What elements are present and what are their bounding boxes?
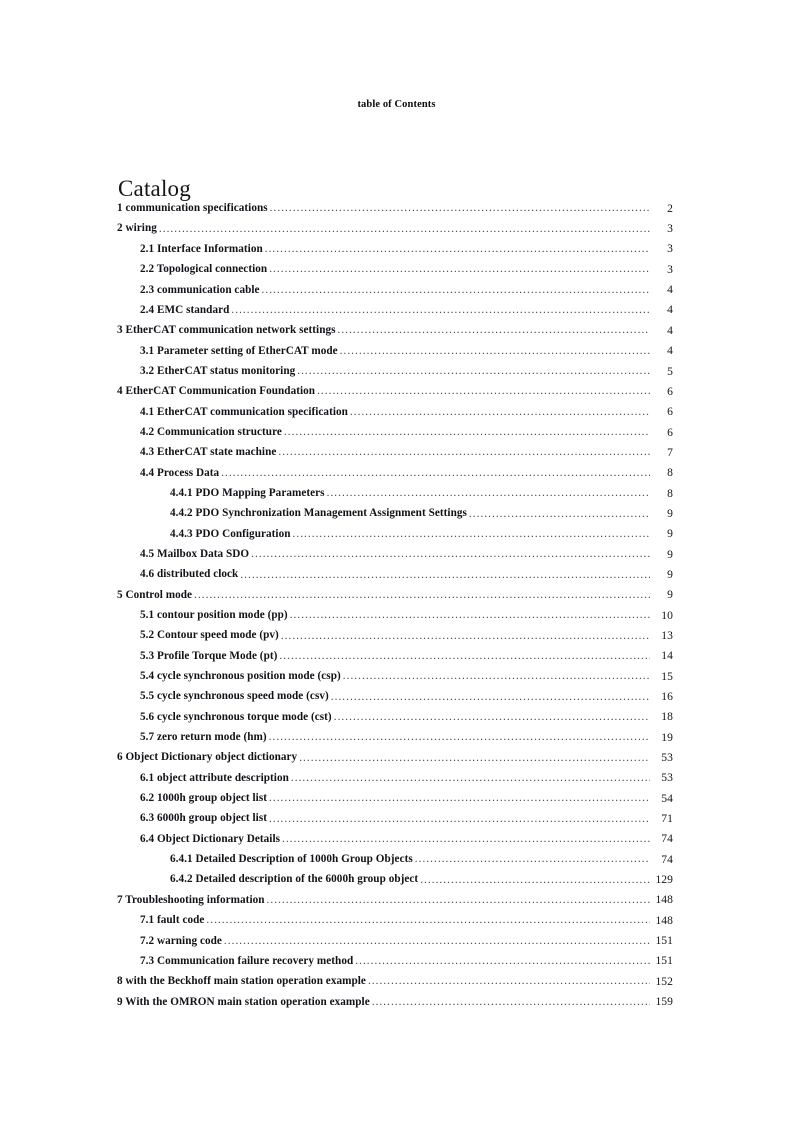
- toc-entry-label: 7.3 Communication failure recovery method: [140, 954, 354, 967]
- toc-page-number: 159: [655, 995, 673, 1009]
- toc-entry-label: 6.1 object attribute description: [140, 771, 289, 784]
- toc-entry-label: 5 Control mode: [117, 588, 193, 601]
- toc-page-number: 71: [661, 812, 673, 826]
- toc-dot-leader: [343, 665, 650, 685]
- toc-page-number: 54: [661, 791, 673, 805]
- toc-dot-leader: [372, 990, 650, 1010]
- toc-entry[interactable]: [117, 584, 673, 604]
- toc-entry[interactable]: [140, 950, 673, 970]
- toc-entry[interactable]: [170, 482, 673, 502]
- toc-page-number: 3: [667, 242, 673, 256]
- toc-entry-label: 5.4 cycle synchronous position mode (csp): [140, 670, 341, 683]
- toc-entry-label: 5.1 contour position mode (pp): [140, 609, 288, 622]
- toc-entry-label: 4.5 Mailbox Data SDO: [140, 547, 250, 560]
- toc-entry-label: 5.5 cycle synchronous speed mode (csv): [140, 690, 329, 703]
- toc-entry[interactable]: [140, 706, 673, 726]
- toc-page-number: 7: [667, 445, 673, 459]
- toc-entry-label: 4.4 Process Data: [140, 466, 220, 479]
- toc-entry[interactable]: [140, 543, 673, 563]
- toc-dot-leader: [284, 421, 650, 441]
- toc-entry[interactable]: [140, 360, 673, 380]
- toc-entry[interactable]: [170, 502, 673, 522]
- toc-entry[interactable]: [170, 868, 673, 888]
- toc-entry[interactable]: [140, 929, 673, 949]
- toc-dot-leader: [281, 624, 650, 644]
- page-title: Catalog: [118, 176, 191, 202]
- toc-page-number: 15: [661, 669, 673, 683]
- toc-entry-label: 7.1 fault code: [140, 914, 205, 927]
- toc-dot-leader: [224, 929, 650, 949]
- toc-dot-leader: [331, 685, 650, 705]
- toc-dot-leader: [221, 461, 650, 481]
- toc-page-number: 5: [667, 364, 673, 378]
- toc-entry[interactable]: [140, 665, 673, 685]
- toc-entry[interactable]: [140, 685, 673, 705]
- toc-entry[interactable]: [140, 339, 673, 359]
- toc-page-number: 148: [655, 913, 673, 927]
- toc-dot-leader: [206, 909, 650, 929]
- toc-page-number: 3: [667, 222, 673, 236]
- toc-dot-leader: [240, 563, 650, 583]
- toc-entry[interactable]: [140, 441, 673, 461]
- toc-page-number: 9: [667, 527, 673, 541]
- toc-dot-leader: [290, 604, 650, 624]
- toc-page-number: 4: [667, 303, 673, 317]
- toc-entry[interactable]: [117, 217, 673, 237]
- toc-entry-label: 4.3 EtherCAT state machine: [140, 446, 277, 459]
- toc-page-number: 148: [655, 893, 673, 907]
- toc-entry[interactable]: [140, 421, 673, 441]
- toc-entry[interactable]: [140, 645, 673, 665]
- toc-entry[interactable]: [140, 828, 673, 848]
- toc-entry[interactable]: [140, 299, 673, 319]
- toc-page-number: 9: [667, 547, 673, 561]
- toc-page-number: 4: [667, 323, 673, 337]
- toc-dot-leader: [270, 197, 650, 217]
- toc-entry[interactable]: [170, 848, 673, 868]
- toc-page-number: 6: [667, 384, 673, 398]
- toc-entry[interactable]: [140, 278, 673, 298]
- toc-entry-label: 4.6 distributed clock: [140, 568, 239, 581]
- toc-dot-leader: [291, 767, 650, 787]
- toc-entry-label: 6.4.2 Detailed description of the 6000h group object: [170, 873, 419, 886]
- toc-page-number: 8: [667, 486, 673, 500]
- toc-entry-label: 2.1 Interface Information: [140, 242, 263, 255]
- toc-dot-leader: [469, 502, 650, 522]
- toc-entry-label: 6.3 6000h group object list: [140, 812, 268, 825]
- toc-entry-label: 8 with the Beckhoff main station operation example: [117, 975, 366, 988]
- toc-page-number: 74: [661, 852, 673, 866]
- toc-entry-label: 6 Object Dictionary object dictionary: [117, 751, 298, 764]
- toc-entry[interactable]: [117, 197, 673, 217]
- toc-entry[interactable]: [140, 787, 673, 807]
- toc-dot-leader: [279, 645, 650, 665]
- toc-page-number: 19: [661, 730, 673, 744]
- toc-page-number: 151: [655, 934, 673, 948]
- toc-entry[interactable]: [117, 970, 673, 990]
- toc-dot-leader: [269, 726, 650, 746]
- toc-entry-label: 9 With the OMRON main station operation example: [117, 995, 370, 1008]
- toc-dot-leader: [269, 258, 650, 278]
- toc-dot-leader: [340, 339, 650, 359]
- toc-dot-leader: [262, 278, 650, 298]
- toc-entry[interactable]: [117, 319, 673, 339]
- toc-page-number: 53: [661, 751, 673, 765]
- toc-page-number: 53: [661, 771, 673, 785]
- toc-page-number: 13: [661, 628, 673, 642]
- toc-entry[interactable]: [117, 380, 673, 400]
- toc-page-number: 2: [667, 201, 673, 215]
- toc-entry-label: 4.4.2 PDO Synchronization Management Assignment Settings: [170, 507, 467, 520]
- toc-dot-leader: [297, 360, 650, 380]
- toc-page-number: 152: [655, 974, 673, 988]
- toc-entry[interactable]: [140, 238, 673, 258]
- toc-page-number: 9: [667, 567, 673, 581]
- toc-entry-label: 5.3 Profile Torque Mode (pt): [140, 649, 278, 662]
- table-of-contents: [117, 197, 673, 1011]
- toc-dot-leader: [265, 238, 650, 258]
- running-header: table of Contents: [357, 99, 436, 110]
- toc-entry[interactable]: [140, 604, 673, 624]
- toc-entry-label: 3.2 EtherCAT status monitoring: [140, 364, 296, 377]
- toc-dot-leader: [267, 889, 650, 909]
- toc-dot-leader: [338, 319, 650, 339]
- toc-page-number: 9: [667, 588, 673, 602]
- toc-entry-label: 2.2 Topological connection: [140, 263, 268, 276]
- toc-entry-label: 6.4.1 Detailed Description of 1000h Group Objects: [170, 853, 413, 866]
- toc-dot-leader: [293, 523, 651, 543]
- toc-dot-leader: [368, 970, 650, 990]
- toc-entry-label: 7.2 warning code: [140, 934, 222, 947]
- toc-page-number: 10: [661, 608, 673, 622]
- toc-entry-label: 7 Troubleshooting information: [117, 893, 265, 906]
- toc-entry[interactable]: [140, 400, 673, 420]
- toc-dot-leader: [159, 217, 650, 237]
- toc-page-number: 6: [667, 425, 673, 439]
- toc-entry-label: 4.2 Communication structure: [140, 425, 282, 438]
- toc-entry-label: 5.7 zero return mode (hm): [140, 731, 267, 744]
- toc-entry-label: 2.4 EMC standard: [140, 303, 230, 316]
- toc-entry[interactable]: [140, 624, 673, 644]
- toc-dot-leader: [350, 400, 650, 420]
- toc-entry-label: 2 wiring: [117, 222, 157, 235]
- toc-entry-label: 5.2 Contour speed mode (pv): [140, 629, 279, 642]
- toc-entry[interactable]: [140, 909, 673, 929]
- toc-dot-leader: [299, 746, 650, 766]
- toc-page-number: 16: [661, 690, 673, 703]
- toc-page-number: 4: [667, 283, 673, 297]
- toc-entry[interactable]: [140, 461, 673, 481]
- toc-entry-label: 4.4.3 PDO Configuration: [170, 527, 291, 540]
- toc-entry-label: 5.6 cycle synchronous torque mode (cst): [140, 710, 332, 723]
- toc-entry[interactable]: [140, 726, 673, 746]
- toc-entry-label: 6.2 1000h group object list: [140, 792, 268, 805]
- toc-dot-leader: [282, 828, 650, 848]
- toc-entry[interactable]: [140, 258, 673, 278]
- toc-dot-leader: [420, 868, 650, 888]
- toc-entry-label: 6.4 Object Dictionary Details: [140, 832, 281, 845]
- toc-dot-leader: [334, 706, 650, 726]
- toc-entry[interactable]: [170, 523, 673, 543]
- toc-page-number: 151: [655, 954, 673, 968]
- toc-page-number: 3: [667, 262, 673, 276]
- toc-dot-leader: [251, 543, 650, 563]
- toc-dot-leader: [231, 299, 650, 319]
- toc-entry-label: 2.3 communication cable: [140, 283, 260, 296]
- toc-dot-leader: [317, 380, 650, 400]
- toc-page-number: 18: [661, 710, 673, 724]
- toc-entry[interactable]: [140, 563, 673, 583]
- toc-page-number: 14: [661, 649, 673, 663]
- toc-entry[interactable]: [140, 767, 673, 787]
- toc-dot-leader: [269, 787, 650, 807]
- toc-dot-leader: [278, 441, 650, 461]
- toc-entry-label: 4 EtherCAT Communication Foundation: [117, 385, 316, 398]
- toc-entry-label: 4.1 EtherCAT communication specification: [140, 405, 348, 418]
- toc-page-number: 8: [667, 466, 673, 480]
- toc-page-number: 9: [667, 506, 673, 520]
- toc-entry-label: 4.4.1 PDO Mapping Parameters: [170, 486, 325, 499]
- toc-dot-leader: [415, 848, 650, 868]
- toc-entry-label: 1 communication specifications: [117, 202, 268, 215]
- toc-dot-leader: [194, 584, 650, 604]
- toc-entry-label: 3.1 Parameter setting of EtherCAT mode: [140, 344, 338, 357]
- toc-page-number: 4: [667, 344, 673, 358]
- toc-entry[interactable]: [117, 990, 673, 1010]
- toc-dot-leader: [327, 482, 650, 502]
- toc-page-number: 74: [661, 832, 673, 846]
- toc-dot-leader: [355, 950, 650, 970]
- toc-entry[interactable]: [117, 889, 673, 909]
- toc-entry[interactable]: [140, 807, 673, 827]
- toc-entry[interactable]: [117, 746, 673, 766]
- toc-entry-label: 3 EtherCAT communication network settings: [117, 324, 336, 337]
- toc-page-number: 129: [655, 873, 673, 887]
- toc-dot-leader: [269, 807, 650, 827]
- toc-page-number: 6: [667, 405, 673, 419]
